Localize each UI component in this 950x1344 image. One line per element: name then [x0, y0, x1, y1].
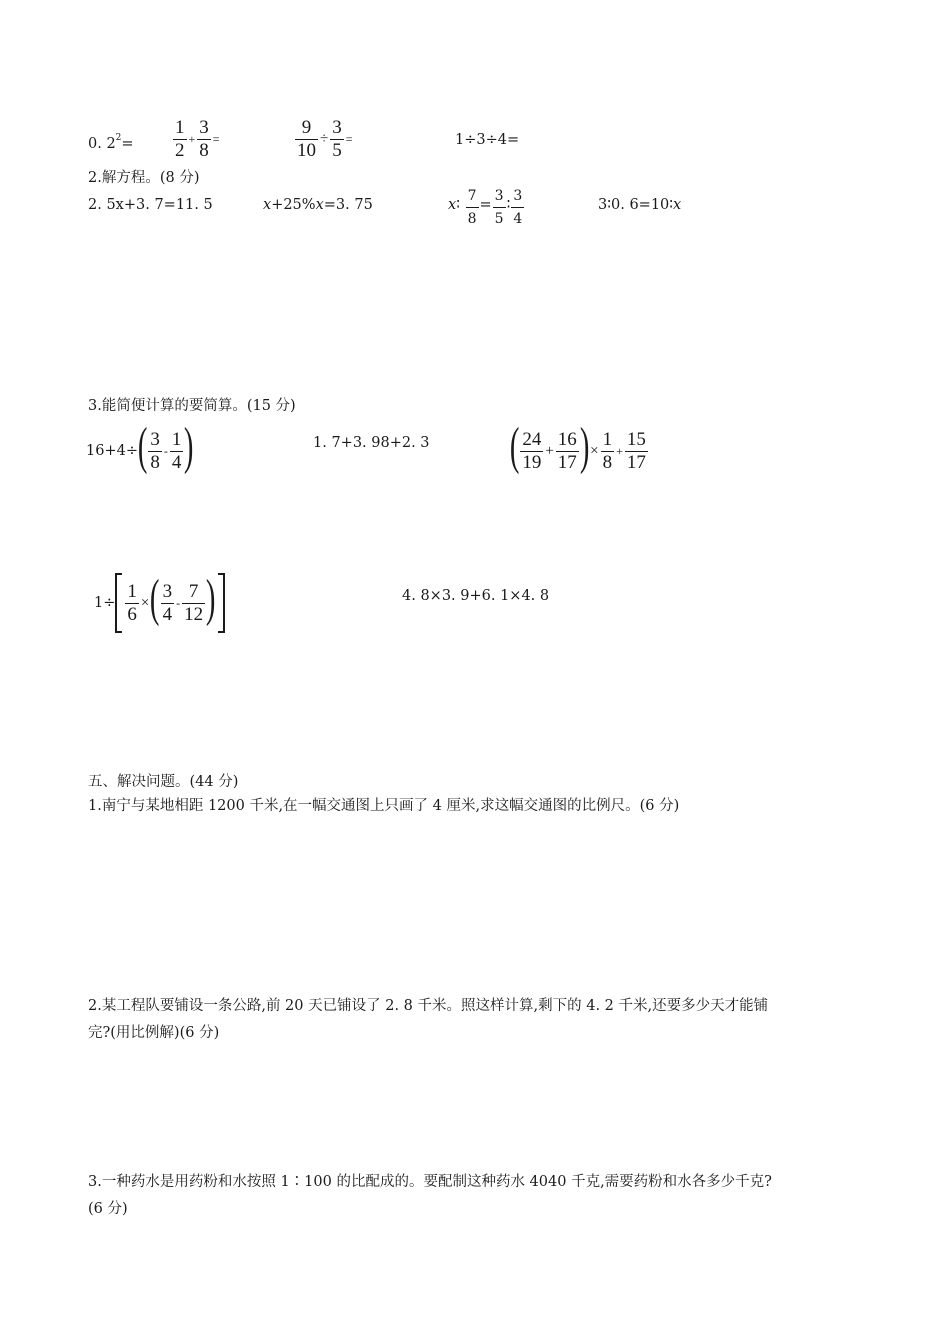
variable-x: x	[448, 197, 457, 213]
right-paren: )	[579, 418, 590, 475]
calc-division-chain: 1÷3÷4=	[455, 132, 520, 148]
denominator: 5	[332, 140, 342, 161]
superscript: 2	[115, 133, 122, 143]
operator: -	[176, 595, 181, 610]
equation-1: 2. 5x+3. 7=11. 5	[88, 197, 213, 213]
problem-1: 1.南宁与某地相距 1200 千米,在一幅交通图上只画了 4 厘米,求这幅交通图的比例尺。(6 分)	[88, 798, 680, 814]
problem-2-line-1: 2.某工程队要铺设一条公路,前 20 天已铺设了 2. 8 千米。照这样计算,剩下的 4. 2 千米,还要多少天才能铺	[88, 998, 769, 1014]
equation-2	[263, 196, 373, 214]
operator: ÷	[320, 131, 329, 147]
numerator: 3	[150, 428, 160, 450]
ratio-colon: ∶	[506, 197, 511, 213]
ratio-colon: ∶	[456, 197, 460, 213]
denominator: 4	[171, 451, 182, 473]
right-paren: )	[184, 418, 194, 475]
simplify-expr-4	[94, 570, 225, 633]
variable-x: x	[315, 197, 324, 213]
equals-sign: =	[121, 135, 134, 152]
simplify-expr-5: 4. 8×3. 9+6. 1×4. 8	[402, 588, 550, 604]
simplify-expr-2: 1. 7+3. 98+2. 3	[313, 435, 430, 451]
calc-fraction-division	[294, 118, 354, 161]
expr-text: +25%	[271, 197, 316, 213]
numerator: 3	[494, 188, 504, 204]
numerator: 15	[626, 428, 646, 450]
numerator: 1	[127, 580, 137, 602]
expr-text: 1÷	[94, 595, 116, 611]
denominator: 6	[127, 603, 137, 625]
equals-sign: =	[212, 132, 220, 146]
denominator: 2	[175, 140, 185, 161]
variable-x: x	[673, 197, 682, 213]
problem-3-line-2: (6 分)	[88, 1201, 128, 1217]
denominator: 8	[602, 451, 613, 473]
denominator: 5	[493, 207, 506, 229]
calc-fraction-sum	[172, 118, 221, 161]
numerator: 3	[199, 117, 209, 138]
equals-sign: =	[479, 197, 492, 213]
denominator: 12	[184, 603, 204, 625]
expr-text: 3∶0. 6=10∶	[598, 197, 674, 213]
operator: -	[163, 443, 168, 458]
numerator: 3	[162, 580, 173, 602]
problem-3-line-1: 3.一种药水是用药粉和水按照 1∶100 的比配成的。要配制这种药水 4040 千克,需要药粉和水各多少千克?	[88, 1174, 772, 1190]
calc-0-2-squared	[88, 131, 134, 153]
numerator: 9	[301, 117, 312, 138]
right-paren: )	[206, 570, 216, 627]
left-paren: (	[150, 570, 160, 627]
numerator: 7	[467, 188, 477, 204]
numerator: 1	[602, 428, 613, 450]
left-paren: (	[509, 418, 520, 475]
denominator: 8	[199, 140, 209, 161]
denominator: 4	[511, 207, 524, 229]
operator: ×	[590, 442, 599, 459]
numerator: 1	[175, 117, 185, 138]
numerator: 3	[513, 188, 523, 204]
denominator: 17	[557, 451, 577, 473]
denominator: 8	[150, 451, 160, 473]
equals-sign: =	[345, 132, 353, 146]
expr-text: 0. 2	[88, 135, 116, 152]
operator: ×	[140, 594, 150, 611]
section-2-heading: 2.解方程。(8 分)	[88, 170, 200, 186]
denominator: 10	[297, 140, 316, 161]
numerator: 1	[171, 428, 182, 450]
left-paren: (	[137, 418, 148, 475]
numerator: 7	[188, 580, 199, 602]
numerator: 16	[557, 428, 577, 450]
operator: +	[545, 442, 554, 459]
problem-2-line-2: 完?(用比例解)(6 分)	[88, 1025, 220, 1041]
numerator: 24	[522, 428, 542, 450]
right-bracket	[218, 573, 225, 633]
section-5-heading: 五、解决问题。(44 分)	[88, 774, 239, 790]
operator: +	[616, 443, 623, 458]
equation-3	[448, 188, 525, 227]
variable-x: x	[263, 197, 272, 213]
simplify-expr-1	[86, 418, 194, 477]
operator: +	[188, 132, 196, 146]
expr-text: =3. 75	[323, 197, 373, 213]
section-3-heading: 3.能简便计算的要简算。(15 分)	[88, 398, 296, 414]
left-bracket	[115, 573, 122, 633]
numerator: 3	[332, 117, 342, 138]
equation-4	[598, 196, 681, 214]
simplify-expr-3	[509, 418, 649, 477]
denominator: 4	[162, 603, 173, 625]
denominator: 8	[466, 207, 479, 229]
denominator: 17	[626, 451, 646, 473]
expr-text: 16+4÷	[86, 443, 138, 459]
denominator: 19	[522, 451, 542, 473]
